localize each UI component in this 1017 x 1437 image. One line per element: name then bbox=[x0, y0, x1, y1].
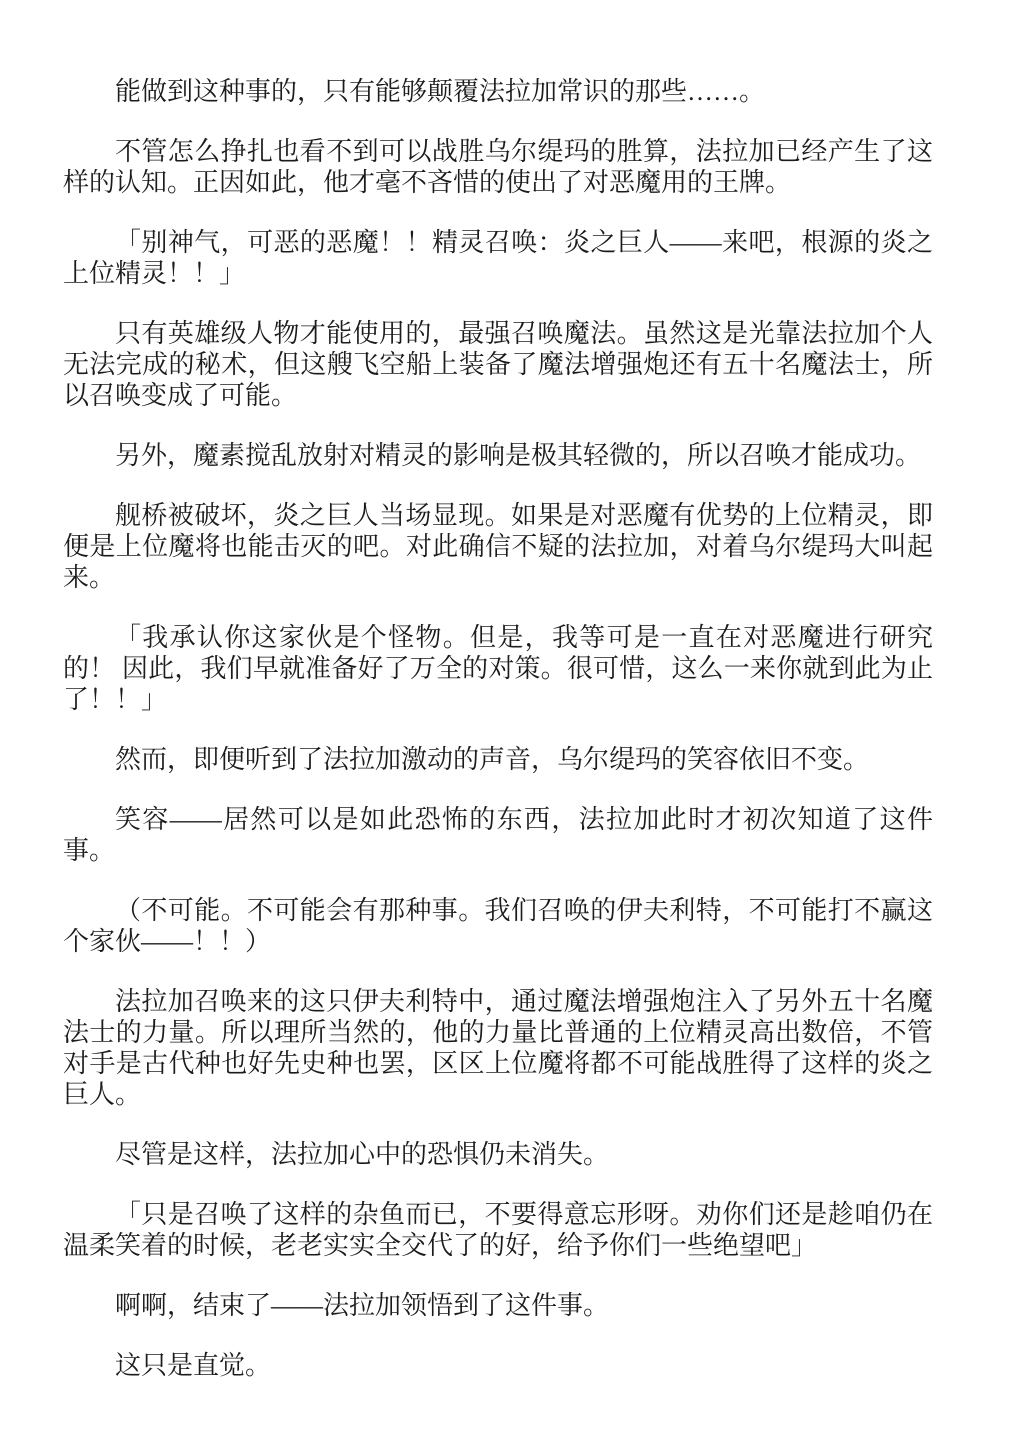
paragraph: 然而，即便听到了法拉加激动的声音，乌尔缇玛的笑容依旧不变。 bbox=[115, 745, 870, 774]
paragraph: 不管怎么挣扎也看不到可以战胜乌尔缇玛的胜算，法拉加已经产生了这样的认知。正因如此，他才毫不吝惜的使出了对恶魔用的王牌。 bbox=[63, 137, 933, 197]
paragraph-dialogue: 「别神气，可恶的恶魔！！精灵召唤：炎之巨人——来吧，根源的炎之上位精灵！！」 bbox=[63, 228, 933, 288]
paragraph: 笑容——居然可以是如此恐怖的东西，法拉加此时才初次知道了这件事。 bbox=[63, 805, 933, 865]
paragraph-dialogue: 「只是召唤了这样的杂鱼而已，不要得意忘形呀。劝你们还是趁咱仍在温柔笑着的时候，老老实实全交代了的好，给予你们一些绝望吧」 bbox=[63, 1200, 933, 1260]
paragraph-thought: （不可能。不可能会有那种事。我们召唤的伊夫利特，不可能打不赢这个家伙——！！） bbox=[63, 896, 933, 956]
paragraph: 这只是直觉。 bbox=[115, 1351, 272, 1380]
paragraph-dialogue: 「我承认你这家伙是个怪物。但是，我等可是一直在对恶魔进行研究的！ 因此，我们早就准备好了万全的对策。很可惜，这么一来你就到此为止了！！」 bbox=[63, 623, 933, 714]
paragraph: 法拉加召唤来的这只伊夫利特中，通过魔法增强炮注入了另外五十名魔法士的力量。所以理所当然的，他的力量比普通的上位精灵高出数倍，不管对手是古代种也好先史种也罢，区区上位魔将都不可能战胜得了这样的炎之巨人。 bbox=[63, 987, 933, 1109]
paragraph: 能做到这种事的，只有能够颠覆法拉加常识的那些……。 bbox=[115, 77, 766, 106]
paragraph: 只有英雄级人物才能使用的，最强召唤魔法。虽然这是光靠法拉加个人无法完成的秘术，但这艘飞空船上装备了魔法增强炮还有五十名魔法士，所以召唤变成了可能。 bbox=[63, 319, 933, 410]
paragraph: 啊啊，结束了——法拉加领悟到了这件事。 bbox=[115, 1291, 610, 1320]
paragraph: 另外，魔素搅乱放射对精灵的影响是极其轻微的，所以召唤才能成功。 bbox=[115, 441, 922, 470]
paragraph: 舰桥被破坏，炎之巨人当场显现。如果是对恶魔有优势的上位精灵，即便是上位魔将也能击灭的吧。对此确信不疑的法拉加，对着乌尔缇玛大叫起来。 bbox=[63, 501, 933, 592]
paragraph: 尽管是这样，法拉加心中的恐惧仍未消失。 bbox=[115, 1140, 610, 1169]
